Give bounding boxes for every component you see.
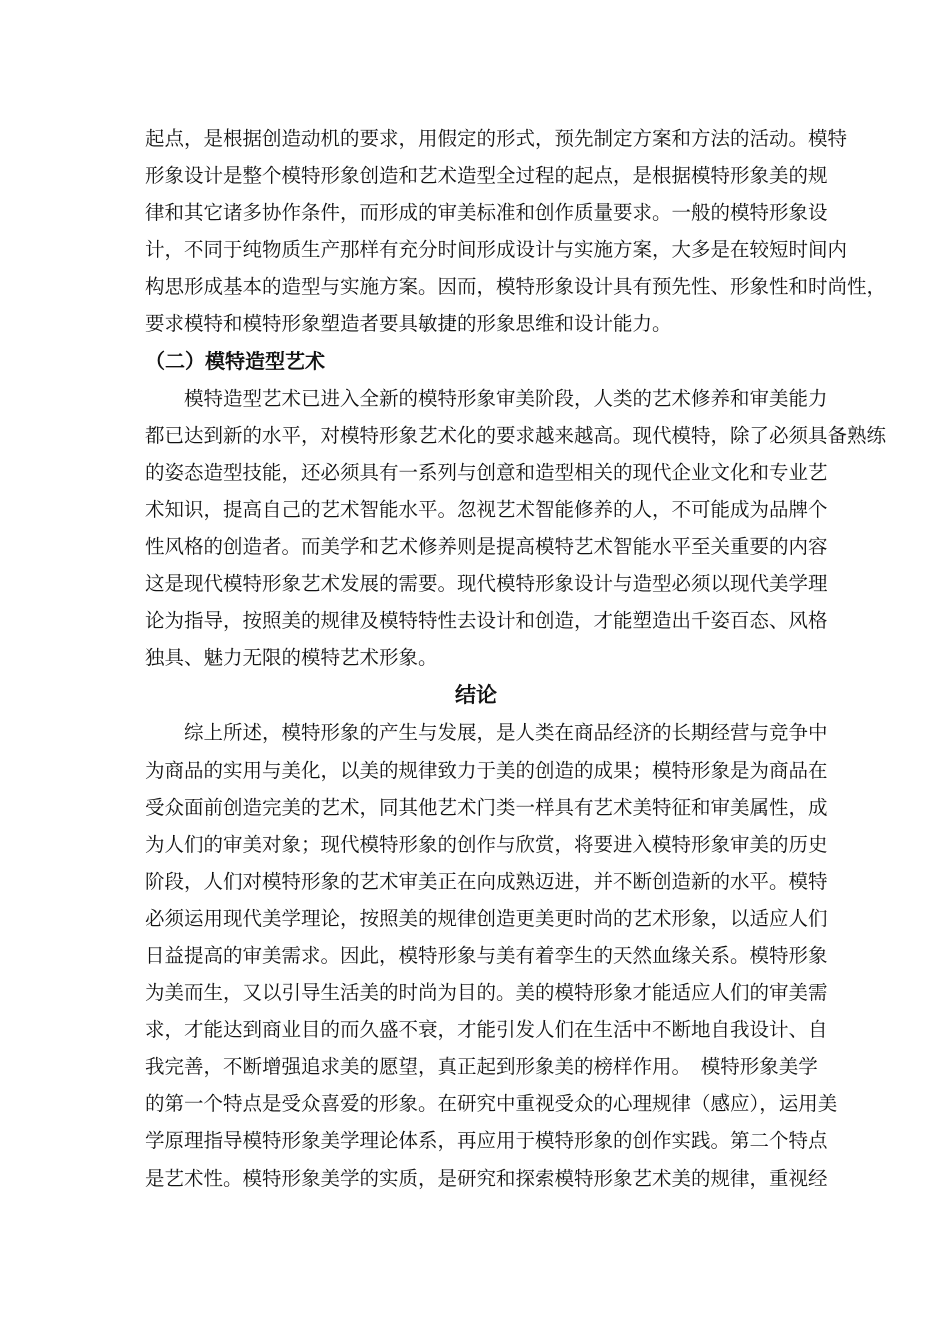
paragraph-line: 形象设计是整个模特形象创造和艺术造型全过程的起点，是根据模特形象美的规 (145, 164, 828, 188)
conclusion-paragraph (145, 714, 838, 1196)
paragraph-line: 我完善，不断增强追求美的愿望，真正起到形象美的榜样作用。 模特形象美学 (145, 1055, 818, 1079)
paragraph-line: 律和其它诸多协作条件，而形成的审美标准和创作质量要求。一般的模特形象设 (145, 201, 828, 225)
section-design-paragraph (145, 120, 887, 343)
paragraph-line: 术知识，提高自己的艺术智能水平。忽视艺术智能修养的人，不可能成为品牌个 (145, 497, 828, 521)
paragraph-line: 为美而生，又以引导生活美的时尚为目的。美的模特形象才能适应人们的审美需 (145, 981, 828, 1005)
paragraph-line: 计，不同于纯物质生产那样有充分时间形成设计与实施方案，大多是在较短时间内 (145, 238, 848, 262)
paragraph-line: 必须运用现代美学理论，按照美的规律创造更美更时尚的艺术形象，以适应人们 (145, 906, 828, 930)
paragraph-line: 起点，是根据创造动机的要求，用假定的形式，预先制定方案和方法的活动。模特 (145, 127, 848, 150)
section-heading: （二）模特造型艺术 (145, 348, 325, 373)
paragraph-line: 学原理指导模特形象美学理论体系，再应用于模特形象的创作实践。第二个特点 (145, 1129, 828, 1153)
paragraph-line: 性风格的创造者。而美学和艺术修养则是提高模特艺术智能水平至关重要的内容 (145, 535, 828, 559)
paragraph-line: 要求模特和模特形象塑造者要具敏捷的形象思维和设计能力。 (145, 312, 672, 336)
paragraph-line: 构思形成基本的造型与实施方案。因而，模特形象设计具有预先性、形象性和时尚性， (145, 275, 887, 299)
paragraph-line: 论为指导，按照美的规律及模特特性去设计和创造，才能塑造出千姿百态、风格 (145, 609, 828, 633)
paragraph-line: 受众面前创造完美的艺术，同其他艺术门类一样具有艺术美特征和审美属性，成 (145, 795, 828, 819)
paragraph-line: 模特造型艺术已进入全新的模特形象审美阶段，人类的艺术修养和审美能力 (145, 386, 828, 410)
document-body (145, 120, 887, 1197)
paragraph-line: 求，才能达到商业目的而久盛不衰，才能引发人们在生活中不断地自我设计、自 (145, 1018, 828, 1042)
section-modeling-art-paragraph (145, 380, 887, 677)
paragraph-line: 阶段，人们对模特形象的艺术审美正在向成熟迈进，并不断创造新的水平。模特 (145, 869, 828, 893)
paragraph-line: 日益提高的审美需求。因此，模特形象与美有着孪生的天然血缘关系。模特形象 (145, 943, 828, 967)
conclusion-title: 结论 (455, 683, 497, 708)
paragraph-line: 综上所述，模特形象的产生与发展，是人类在商品经济的长期经营与竞争中 (145, 721, 828, 745)
paragraph-line: 都已达到新的水平，对模特形象艺术化的要求越来越高。现代模特，除了必须具备熟练 (145, 423, 887, 447)
paragraph-line: 的姿态造型技能，还必须具有一系列与创意和造型相关的现代企业文化和专业艺 (145, 460, 828, 484)
paragraph-line: 为商品的实用与美化，以美的规律致力于美的创造的成果；模特形象是为商品在 (145, 758, 828, 782)
paragraph-line: 是艺术性。模特形象美学的实质，是研究和探索模特形象艺术美的规律，重视经 (145, 1166, 828, 1190)
paragraph-line: 为人们的审美对象；现代模特形象的创作与欣赏，将要进入模特形象审美的历史 (145, 832, 828, 856)
paragraph-line: 这是现代模特形象艺术发展的需要。现代模特形象设计与造型必须以现代美学理 (145, 572, 828, 596)
paragraph-line: 独具、魅力无限的模特艺术形象。 (145, 646, 438, 670)
paragraph-line: 的第一个特点是受众喜爱的形象。在研究中重视受众的心理规律（感应），运用美 (145, 1092, 838, 1116)
